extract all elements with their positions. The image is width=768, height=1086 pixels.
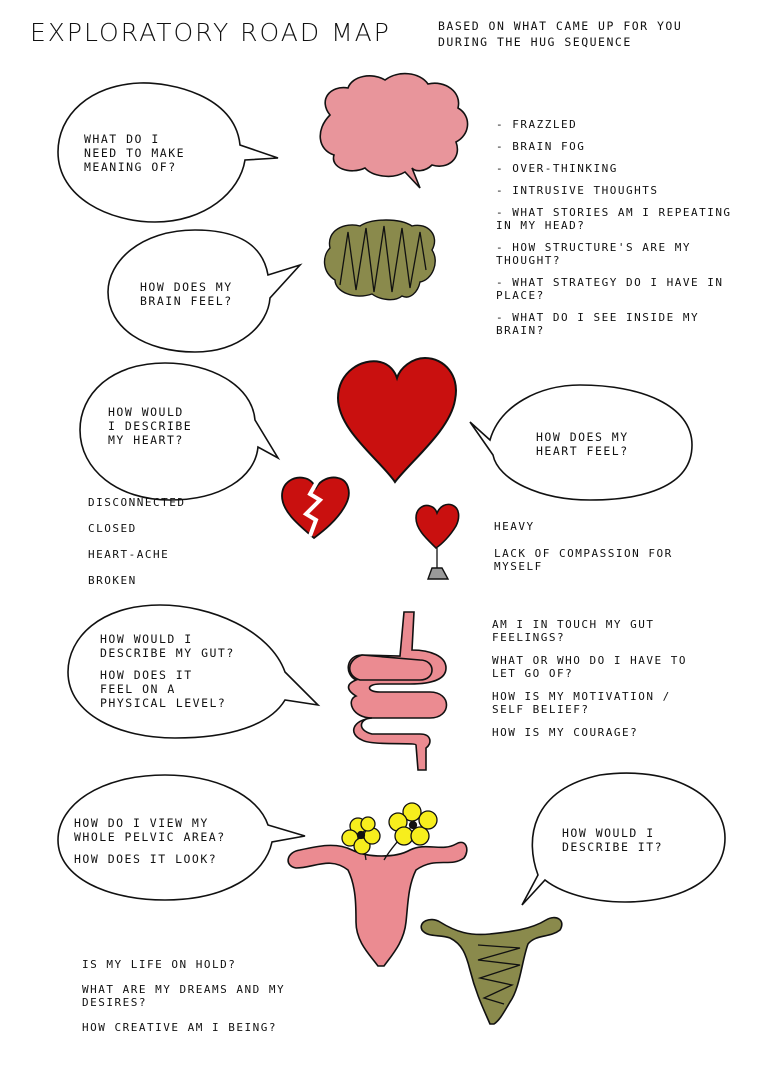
- brain-scribble-shape: [325, 220, 436, 300]
- heart-left-list: [88, 496, 258, 596]
- bubble-gut-text: [100, 632, 235, 710]
- list-item: - OVER-THINKING: [496, 162, 736, 175]
- bubble-meaning-text: [84, 132, 185, 174]
- list-item: HOW CREATIVE AM I BEING?: [82, 1021, 277, 1034]
- page-title: EXPLORATORY ROAD MAP: [30, 18, 391, 47]
- bubble-line: FEEL ON A: [100, 682, 176, 696]
- list-item: - HOW STRUCTURE'S ARE MY THOUGHT?: [496, 241, 736, 267]
- bubble-line: WHOLE PELVIC AREA?: [74, 830, 226, 844]
- bubble-line: DESCRIBE IT?: [562, 840, 664, 854]
- list-item: - INTRUSIVE THOUGHTS: [496, 184, 736, 197]
- brain-shape: [320, 74, 467, 188]
- list-item: - WHAT STRATEGY DO I HAVE IN PLACE?: [496, 276, 736, 302]
- list-item: HEART-ACHE: [88, 548, 170, 561]
- bubble-line: PHYSICAL LEVEL?: [100, 696, 227, 710]
- list-item: HOW IS MY COURAGE?: [492, 726, 639, 739]
- list-item: WHAT ARE MY DREAMS AND MY DESIRES?: [82, 983, 286, 1009]
- brain-list: [496, 118, 736, 346]
- bubble-line: HEART FEEL?: [536, 444, 629, 458]
- bubble-line: MEANING OF?: [84, 160, 177, 174]
- bubble-line: HOW DO I VIEW MY: [74, 816, 209, 830]
- weight-shape: [428, 568, 448, 579]
- flower-right: [389, 803, 437, 845]
- list-item: HOW IS MY MOTIVATION / SELF BELIEF?: [492, 690, 671, 716]
- gut-list: [492, 618, 692, 748]
- bubble-line: MY HEART?: [108, 433, 184, 447]
- bubble-describe-heart-text: [108, 405, 192, 447]
- bubble-brain-feel-text: [140, 280, 233, 308]
- bubble-line: I DESCRIBE: [108, 419, 193, 433]
- list-item: WHAT OR WHO DO I HAVE TO LET GO OF?: [492, 654, 687, 680]
- bubble-line: WHAT DO I: [84, 132, 160, 146]
- page-subtitle: [438, 18, 763, 50]
- bubble-line: HOW DOES IT: [100, 668, 193, 682]
- bubble-heart-feel-text: [536, 430, 629, 458]
- list-item: CLOSED: [88, 522, 137, 535]
- bubble-line: HOW WOULD: [108, 405, 184, 419]
- list-item: AM I IN TOUCH MY GUT FEELINGS?: [492, 618, 655, 644]
- bubble-pelvic-text: [74, 816, 226, 866]
- list-item: LACK OF COMPASSION FOR MYSELF: [494, 547, 673, 573]
- bubble-line: HOW WOULD I: [100, 632, 193, 646]
- list-item: - FRAZZLED: [496, 118, 736, 131]
- bubble-describe-it-text: [562, 826, 663, 854]
- bubble-line: HOW DOES IT LOOK?: [74, 852, 218, 866]
- list-item: IS MY LIFE ON HOLD?: [82, 958, 237, 971]
- list-item: - WHAT DO I SEE INSIDE MY BRAIN?: [496, 311, 736, 337]
- pelvis-list: [82, 958, 312, 1043]
- intestine-shape: [348, 612, 446, 770]
- bubble-line: HOW DOES MY: [140, 280, 233, 294]
- uterus-pink-shape: [288, 842, 467, 966]
- bubble-line: NEED TO MAKE: [84, 146, 186, 160]
- subtitle-line-2: DURING THE HUG SEQUENCE: [438, 35, 632, 49]
- bubble-line: HOW DOES MY: [536, 430, 629, 444]
- heart-shape: [338, 358, 456, 482]
- uterus-olive-shape: [421, 918, 562, 1024]
- bubble-line: BRAIN FEEL?: [140, 294, 233, 308]
- list-item: - WHAT STORIES AM I REPEATING IN MY HEAD?: [496, 206, 736, 232]
- list-item: - BRAIN FOG: [496, 140, 736, 153]
- heavy-heart-shape: [416, 504, 459, 548]
- bubble-line: HOW WOULD I: [562, 826, 655, 840]
- list-item: DISCONNECTED: [88, 496, 186, 509]
- list-item: HEAVY: [494, 520, 535, 533]
- subtitle-line-1: BASED ON WHAT CAME UP FOR YOU: [438, 19, 683, 33]
- heart-right-list: [494, 520, 689, 582]
- list-item: BROKEN: [88, 574, 137, 587]
- bubble-line: DESCRIBE MY GUT?: [100, 646, 235, 660]
